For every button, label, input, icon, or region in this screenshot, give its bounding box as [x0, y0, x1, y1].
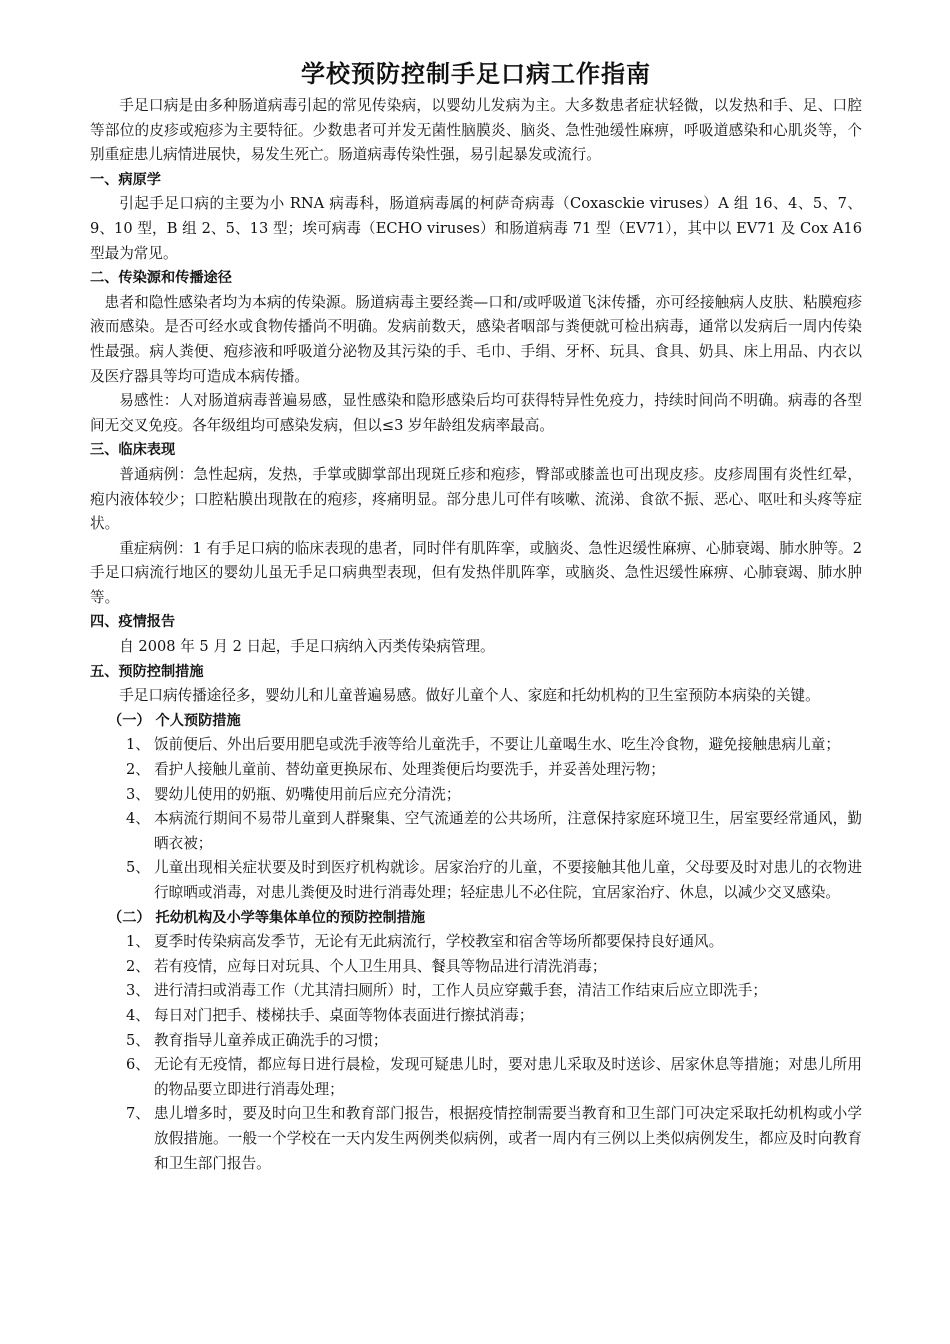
- list-item: 7、 患儿增多时，要及时向卫生和教育部门报告，根据疫情控制需要当教育和卫生部门可决定采取托幼机构或小学放假措施。一般一个学校在一天内发生两例类似病例，或者一周内有三例以上类似病例发生，都应及时向教育和卫生部门报告。: [126, 1105, 862, 1172]
- subsection-heading-institutional: （二） 托幼机构及小学等集体单位的预防控制措施: [108, 909, 426, 926]
- section-heading-prevention: 五、预防控制措施: [90, 663, 204, 680]
- list-item: 5、 教育指导儿童养成正确洗手的习惯；: [126, 1031, 388, 1049]
- prevention-paragraph: 手足口病传播途径多，婴幼儿和儿童普遍易感。做好儿童个人、家庭和托幼机构的卫生室预防本病染的关键。: [119, 687, 820, 705]
- list-item: 2、 若有疫情，应每日对玩具、个人卫生用具、餐具等物品进行清洗消毒；: [126, 957, 607, 975]
- list-item: 3、 进行清扫或消毒工作（尤其清扫厕所）时，工作人员应穿戴手套，清洁工作结束后应立即洗手；: [126, 982, 767, 1000]
- list-item: 4、 每日对门把手、楼梯扶手、桌面等物体表面进行擦拭消毒；: [126, 1006, 534, 1024]
- common-cases-paragraph: 普通病例：急性起病，发热，手掌或脚掌部出现斑丘疹和疱疹，臀部或膝盖也可出现皮疹。皮疹周围有炎性红晕，疱内液体较少；口腔粘膜出现散在的疱疹，疼痛明显。部分患儿可伴有咳嗽、流涕、食欲不振、恶心、呕吐和头疼等症状。: [90, 465, 862, 533]
- etiology-paragraph: 引起手足口病的主要为小 RNA 病毒科，肠道病毒属的柯萨奇病毒（Coxasckie viruses）A 组 16、4、5、7、9、10 型，B 组 2、5、13 型；埃可病毒（ECHO viruses）和肠道病毒 71 型（EV71），其中以 EV71 及 Cox A16 型最为常见。: [90, 195, 862, 262]
- list-item: 1、 饭前便后、外出后要用肥皂或洗手液等给儿童洗手，不要让儿童喝生水、吃生冷食物，避免接触患病儿童；: [126, 736, 840, 754]
- list-item: 6、 无论有无疫情，都应每日进行晨检，发现可疑患儿时，要对患儿采取及时送诊、居家休息等措施；对患儿所用的物品要立即进行消毒处理；: [126, 1056, 862, 1098]
- list-item: 1、 夏季时传染病高发季节，无论有无此病流行，学校教室和宿舍等场所都要保持良好通风。: [126, 933, 724, 951]
- report-paragraph: 自 2008 年 5 月 2 日起，手足口病纳入丙类传染病管理。: [119, 638, 495, 656]
- intro-paragraph: 手足口病是由多种肠道病毒引起的常见传染病，以婴幼儿发病为主。大多数患者症状轻微，以发热和手、足、口腔等部位的皮疹或疱疹为主要特征。少数患者可并发无菌性脑膜炎、脑炎、急性弛缓性麻痹，呼吸道感染和心肌炎等，个别重症患儿病情进展快，易发生死亡。肠道病毒传染性强，易引起暴发或流行。: [90, 97, 862, 164]
- institutional-measures-list: [90, 930, 862, 1176]
- personal-measures-list: [90, 733, 862, 905]
- section-heading-clinical: 三、临床表现: [90, 442, 176, 459]
- list-item: 2、 看护人接触儿童前、替幼童更换尿布、处理粪便后均要洗手，并妥善处理污物；: [126, 761, 665, 779]
- section-heading-report: 四、疫情报告: [90, 614, 176, 631]
- list-item: 4、 本病流行期间不易带儿童到人群聚集、空气流通差的公共场所，注意保持家庭环境卫生，居室要经常通风，勤晒衣被；: [126, 810, 862, 852]
- severe-cases-paragraph: 重症病例：1 有手足口病的临床表现的患者，同时伴有肌阵挛，或脑炎、急性迟缓性麻痹、心肺衰竭、肺水肿等。2 手足口病流行地区的婴幼儿虽无手足口病典型表现，但有发热伴肌阵挛，或脑炎、急性迟缓性麻痹、心肺衰竭、肺水肿等。: [90, 539, 862, 606]
- transmission-paragraph: 患者和隐性感染者均为本病的传染源。肠道病毒主要经粪—口和/或呼吸道飞沫传播，亦可经接触病人皮肤、粘膜疱疹液而感染。是否可经水或食物传播尚不明确。发病前数天，感染者咽部与粪便就可检出病毒，通常以发病后一周内传染性最强。病人粪便、疱疹液和呼吸道分泌物及其污染的手、毛巾、手绢、牙杯、玩具、食具、奶具、床上用品、内衣以及医疗器具等均可造成本病传播。: [90, 293, 862, 385]
- list-item: 3、 婴幼儿使用的奶瓶、奶嘴使用前后应充分清洗；: [126, 785, 461, 803]
- list-item: 5、 儿童出现相关症状要及时到医疗机构就诊。居家治疗的儿童，不要接触其他儿童，父母要及时对患儿的衣物进行晾晒或消毒，对患儿粪便及时进行消毒处理；轻症患儿不必住院，宜居家治疗、休息，以减少交叉感染。: [126, 859, 862, 901]
- section-heading-etiology: 一、病原学: [90, 171, 161, 188]
- page-title: 学校预防控制手足口病工作指南: [301, 60, 651, 88]
- subsection-heading-personal: （一） 个人预防措施: [108, 712, 241, 729]
- section-heading-transmission: 二、传染源和传播途径: [90, 270, 232, 287]
- susceptibility-paragraph: 易感性：人对肠道病毒普遍易感，显性感染和隐形感染后均可获得特异性免疫力，持续时间尚不明确。病毒的各型间无交叉免疫。各年级组均可感染发病，但以≤3 岁年龄组发病率最高。: [90, 392, 862, 434]
